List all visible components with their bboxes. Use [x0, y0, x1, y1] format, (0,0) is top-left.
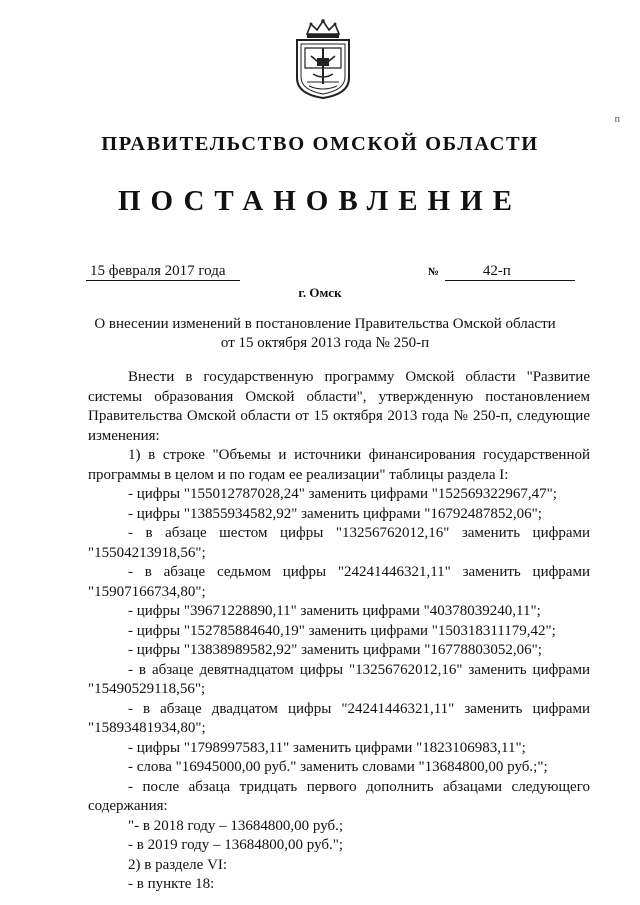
body-paragraph: - цифры "155012787028,24" заменить цифрами "152569322967,47"; [128, 486, 557, 502]
body-paragraph: Внести в государственную программу Омской области "Развитие системы образования Омской области", утвержденную постановлением Правительства Омской области от 15 октября 2013 года № 250-п, следующие изменения: [88, 369, 590, 444]
document-subject [70, 315, 580, 353]
number-sign: № [428, 266, 440, 278]
government-title: ПРАВИТЕЛЬСТВО ОМСКОЙ ОБЛАСТИ [101, 133, 539, 155]
document-body [88, 368, 590, 895]
subject-line-1: О внесении изменений в постановление Правительства Омской области [94, 316, 556, 332]
body-paragraph: 2) в разделе VI: [128, 856, 228, 873]
body-paragraph: 1) в строке "Объемы и источники финансирования государственной программы в целом и по годам ее реализации" таблицы раздела I: [88, 447, 590, 483]
coat-of-arms-icon [293, 18, 353, 100]
body-paragraph: - цифры "1798997583,11" заменить цифрами "1823106983,11"; [128, 739, 526, 756]
body-paragraph: - в абзаце шестом цифры "13256762012,16" заменить цифрами "15504213918,56"; [88, 525, 590, 561]
number-value: 42-п [445, 262, 575, 281]
corner-mark: п [614, 114, 620, 125]
subject-line-2: от 15 октября 2013 года № 250-п [220, 335, 430, 351]
body-paragraph: - после абзаца тридцать первого дополнить абзацами следующего содержания: [88, 778, 590, 814]
body-paragraph: - цифры "13838989582,92" заменить цифрами "16778803052,06"; [128, 642, 542, 658]
document-date: 15 февраля 2017 года [86, 262, 240, 281]
document-number [428, 262, 575, 281]
body-paragraph: - цифры "13855934582,92" заменить цифрами "16792487852,06"; [128, 505, 542, 522]
body-paragraph: - в абзаце седьмом цифры "24241446321,11" заменить цифрами "15907166734,80"; [88, 564, 590, 600]
body-paragraph: - в пункте 18: [128, 876, 215, 892]
body-paragraph: - в 2019 году – 13684800,00 руб."; [128, 837, 344, 853]
city-label: г. Омск [298, 285, 342, 300]
document-type-heading: ПОСТАНОВЛЕНИЕ [117, 185, 522, 217]
body-paragraph: - в абзаце двадцатом цифры "24241446321,11" заменить цифрами "15893481934,80"; [88, 700, 590, 736]
body-paragraph: - цифры "39671228890,11" заменить цифрами "40378039240,11"; [128, 603, 541, 619]
body-paragraph: - в абзаце девятнадцатом цифры "13256762012,16" заменить цифрами "15490529118,56"; [88, 661, 590, 697]
body-paragraph: "- в 2018 году – 13684800,00 руб.; [128, 817, 344, 834]
body-paragraph: - цифры "152785884640,19" заменить цифрами "150318311179,42"; [128, 622, 556, 639]
body-paragraph: - слова "16945000,00 руб." заменить словами "13684800,00 руб.;"; [128, 759, 548, 775]
